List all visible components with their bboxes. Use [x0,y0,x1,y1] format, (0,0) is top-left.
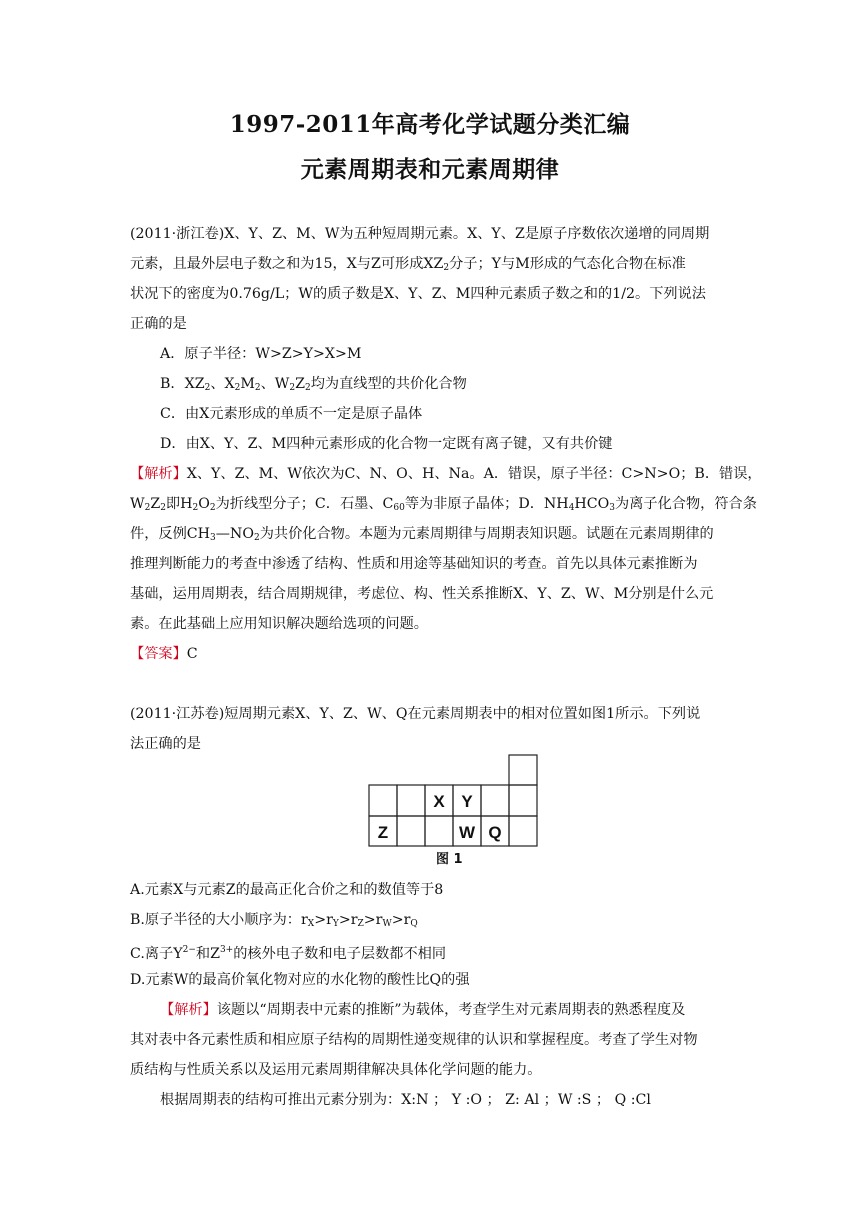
table-cell-empty [509,816,537,846]
q2-analysis-line-1: 【解析】该题以“周期表中元素的推断”为载体，考查学生对元素周期表的熟悉程度及 [160,1002,686,1018]
q1-option-d: D．由X、Y、Z、M四种元素形成的化合物一定既有离子键，又有共价键 [160,436,613,452]
q1-answer: 【答案】C [130,646,198,662]
table-cell-empty [509,755,537,785]
table-cell-empty [397,816,425,846]
answer-label: 【答案】 [130,646,187,662]
q2-stem-line-1: (2011·江苏卷)短周期元素X、Y、Z、W、Q在元素周期表中的相对位置如图1所示。下列说 [130,706,701,722]
q2-analysis-line-2: 其对表中各元素性质和相应原子结构的周期性递变规律的认识和掌握程度。考查了学生对物 [130,1032,698,1048]
q2-option-b: B.原子半径的大小顺序为：$r_X>r_Y>r_Z>r_W>r_Q$ [130,912,418,929]
page-subtitle: 元素周期表和元素周期律 [300,156,560,183]
q1-option-c: C．由X元素形成的单质不一定是原子晶体 [160,406,423,422]
q2-analysis-line-3: 质结构与性质关系以及运用元素周期律解决具体化学问题的能力。 [130,1062,542,1078]
table-cell-empty [369,785,397,816]
cell-label-x: X [433,792,445,811]
analysis-label: 【解析】 [160,1002,217,1018]
q1-option-b: B．$XZ_2$、$X_2M_2$、$W_2Z_2$均为直线型的共价化合物 [160,376,467,393]
table-cell-empty [509,785,537,816]
cell-label-w: W [458,823,476,842]
q1-analysis-line-1: 【解析】X、Y、Z、M、W依次为C、N、O、H、Na。A．错误，原子半径：C>N>O；B．错误， [130,466,762,482]
cell-label-y: Y [461,792,473,811]
table-cell-empty [481,785,509,816]
analysis-label: 【解析】 [130,466,187,482]
q1-stem-line-3: 状况下的密度为0.76g/L；W的质子数是X、Y、Z、M四种元素质子数之和的1/2。下列说法 [130,286,706,302]
q2-stem-line-2: 法正确的是 [130,736,201,752]
q1-analysis-line-5: 基础，运用周期表，结合周期规律，考虑位、构、性关系推断X、Y、Z、W、M分别是什么元 [130,586,714,602]
table-cell-empty [425,816,453,846]
q1-analysis-line-6: 素。在此基础上应用知识解决题给选项的问题。 [130,616,428,632]
cell-label-q: Q [488,823,502,842]
q1-stem-line-1: (2011·浙江卷)X、Y、Z、M、W为五种短周期元素。X、Y、Z是原子序数依次递增的同周期 [130,226,710,242]
cell-label-z: Z [377,823,389,842]
table-cell-empty [397,785,425,816]
q1-stem-line-4: 正确的是 [130,316,187,332]
q2-analysis-line-4: 根据周期表的结构可推出元素分别为：X:N ； Y :O ； Z: Al ；W :S ； Q :Cl [160,1092,651,1108]
q2-option-c: C.离子$Y^{2-}$和$Z^{3+}$的核外电子数和电子层数都不相同 [130,945,447,962]
q1-analysis-line-4: 推理判断能力的考查中渗透了结构、性质和用途等基础知识的考查。首先以具体元素推断为 [130,556,698,572]
q1-analysis-line-3: 件，反例$CH_3—NO_2$为共价化合物。本题为元素周期律与周期表知识题。试题在元素周期律的 [130,526,714,543]
figure-caption: 图 1 [436,852,463,867]
q1-stem-line-2: 元素，且最外层电子数之和为15，X与Z可形成$XZ_2$分子；Y与M形成的气态化合物在标准 [130,256,686,273]
page-title: 1997-2011年高考化学试题分类汇编 [229,111,631,138]
q2-option-d: D.元素W的最高价氧化物对应的水化物的酸性比Q的强 [130,972,470,988]
q1-analysis-line-2: $W_2Z_2$即$H_2O_2$为折线型分子；C．石墨、$C_{60}$等为非原子晶体；D．$NH_4HCO_3$为离子化合物，符合条 [130,496,757,513]
periodic-table-figure [368,754,538,848]
q1-option-a: A．原子半径：W>Z>Y>X>M [160,346,362,362]
q2-option-a: A.元素X与元素Z的最高正化合价之和的数值等于8 [130,882,444,898]
